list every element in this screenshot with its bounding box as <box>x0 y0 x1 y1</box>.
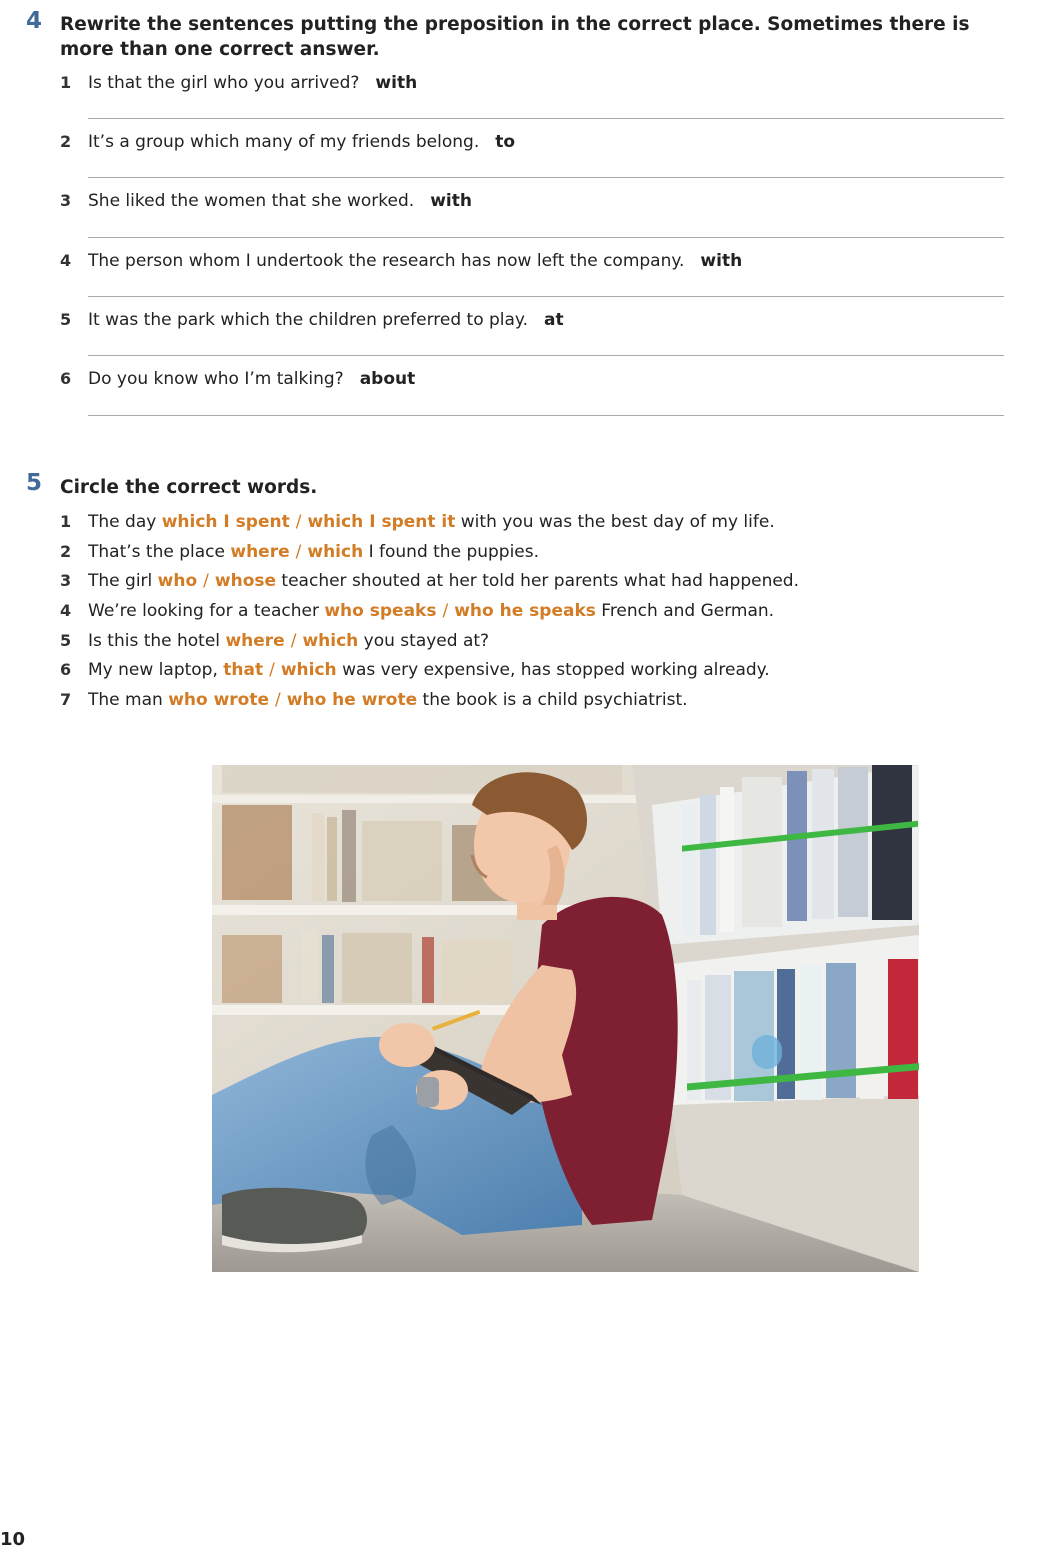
item-number: 5 <box>60 310 72 329</box>
rewrite-item <box>60 131 1010 153</box>
item-text-after: was very expensive, has stopped working already. <box>336 660 770 680</box>
item-preposition: with <box>375 73 418 93</box>
item-number: 1 <box>60 73 72 92</box>
item-number: 7 <box>60 690 72 709</box>
option-separator: / <box>295 512 302 532</box>
item-sentence: Do you know who I’m talking? <box>88 369 344 389</box>
page-number: 10 <box>0 1529 26 1550</box>
item-preposition: to <box>495 132 516 152</box>
answer-line[interactable] <box>88 237 1004 238</box>
answer-line[interactable] <box>88 415 1004 416</box>
circle-item <box>60 630 1010 652</box>
item-preposition: about <box>359 369 416 389</box>
item-sentence: She liked the women that she worked. <box>88 191 415 211</box>
option-a[interactable]: where <box>225 631 285 651</box>
circle-item <box>60 689 1010 711</box>
option-b[interactable]: who he wrote <box>286 690 418 710</box>
option-separator: / <box>275 690 281 710</box>
answer-line[interactable] <box>88 355 1004 356</box>
item-sentence: It was the park which the children preferred to play. <box>88 310 528 330</box>
item-preposition: with <box>430 191 472 211</box>
option-separator: / <box>442 601 449 621</box>
item-number: 6 <box>60 369 72 388</box>
item-number: 5 <box>60 631 72 650</box>
option-b[interactable]: which <box>302 631 359 651</box>
item-sentence: The person whom I undertook the research has now left the company. <box>88 251 685 271</box>
circle-item <box>60 511 1010 533</box>
circle-item <box>60 600 1010 622</box>
option-separator: / <box>269 660 275 680</box>
item-number: 4 <box>60 601 72 620</box>
option-a[interactable]: who wrote <box>168 690 270 710</box>
option-separator: / <box>295 542 302 562</box>
option-b[interactable]: which <box>307 542 364 562</box>
item-preposition: with <box>700 251 743 271</box>
item-number: 3 <box>60 571 72 590</box>
item-text-before: That’s the place <box>88 542 231 562</box>
option-b[interactable]: whose <box>214 571 277 591</box>
circle-item <box>60 659 1010 681</box>
exercise-number: 5 <box>26 470 43 496</box>
item-text-before: My new laptop, <box>88 660 224 680</box>
item-text-before: The girl <box>88 571 158 591</box>
item-text-after: you stayed at? <box>358 631 490 651</box>
rewrite-item <box>60 190 1010 212</box>
exercise-title: Circle the correct words. <box>60 477 318 498</box>
rewrite-item <box>60 72 1010 94</box>
answer-line[interactable] <box>88 296 1004 297</box>
rewrite-item <box>60 250 1010 272</box>
option-a[interactable]: which I spent <box>161 512 290 532</box>
answer-line[interactable] <box>88 177 1004 178</box>
item-text-after: I found the puppies. <box>363 542 540 562</box>
option-separator: / <box>203 571 209 591</box>
option-a[interactable]: that <box>223 660 264 680</box>
item-text-after: French and German. <box>595 601 775 621</box>
option-b[interactable]: who he speaks <box>454 601 596 621</box>
option-b[interactable]: which I spent it <box>307 512 456 532</box>
item-preposition: at <box>543 310 564 330</box>
library-photo <box>212 765 919 1272</box>
item-number: 2 <box>60 542 72 561</box>
item-sentence: It’s a group which many of my friends belong. <box>88 132 480 152</box>
option-a[interactable]: who speaks <box>324 601 437 621</box>
option-separator: / <box>290 631 297 651</box>
rewrite-item <box>60 368 1010 390</box>
item-number: 3 <box>60 191 72 210</box>
option-b[interactable]: which <box>280 660 337 680</box>
exercise-number: 4 <box>26 8 43 34</box>
circle-item <box>60 570 1010 592</box>
item-number: 4 <box>60 251 72 270</box>
item-text-before: The man <box>88 690 169 710</box>
option-a[interactable]: where <box>230 542 290 562</box>
item-number: 2 <box>60 132 72 151</box>
item-number: 1 <box>60 512 72 531</box>
item-number: 6 <box>60 660 72 679</box>
rewrite-item <box>60 309 1010 331</box>
item-sentence: Is that the girl who you arrived? <box>88 73 360 93</box>
item-text-after: teacher shouted at her told her parents what had happened. <box>276 571 799 591</box>
item-text-before: We’re looking for a teacher <box>88 601 325 621</box>
item-text-after: with you was the best day of my life. <box>455 512 775 532</box>
item-text-before: Is this the hotel <box>88 631 226 651</box>
item-text-before: The day <box>88 512 162 532</box>
circle-item <box>60 541 1010 563</box>
item-text-after: the book is a child psychiatrist. <box>417 690 688 710</box>
option-a[interactable]: who <box>157 571 198 591</box>
exercise-title: Rewrite the sentences putting the preposition in the correct place. Sometimes there is more than one correct answer. <box>60 14 970 60</box>
answer-line[interactable] <box>88 118 1004 119</box>
